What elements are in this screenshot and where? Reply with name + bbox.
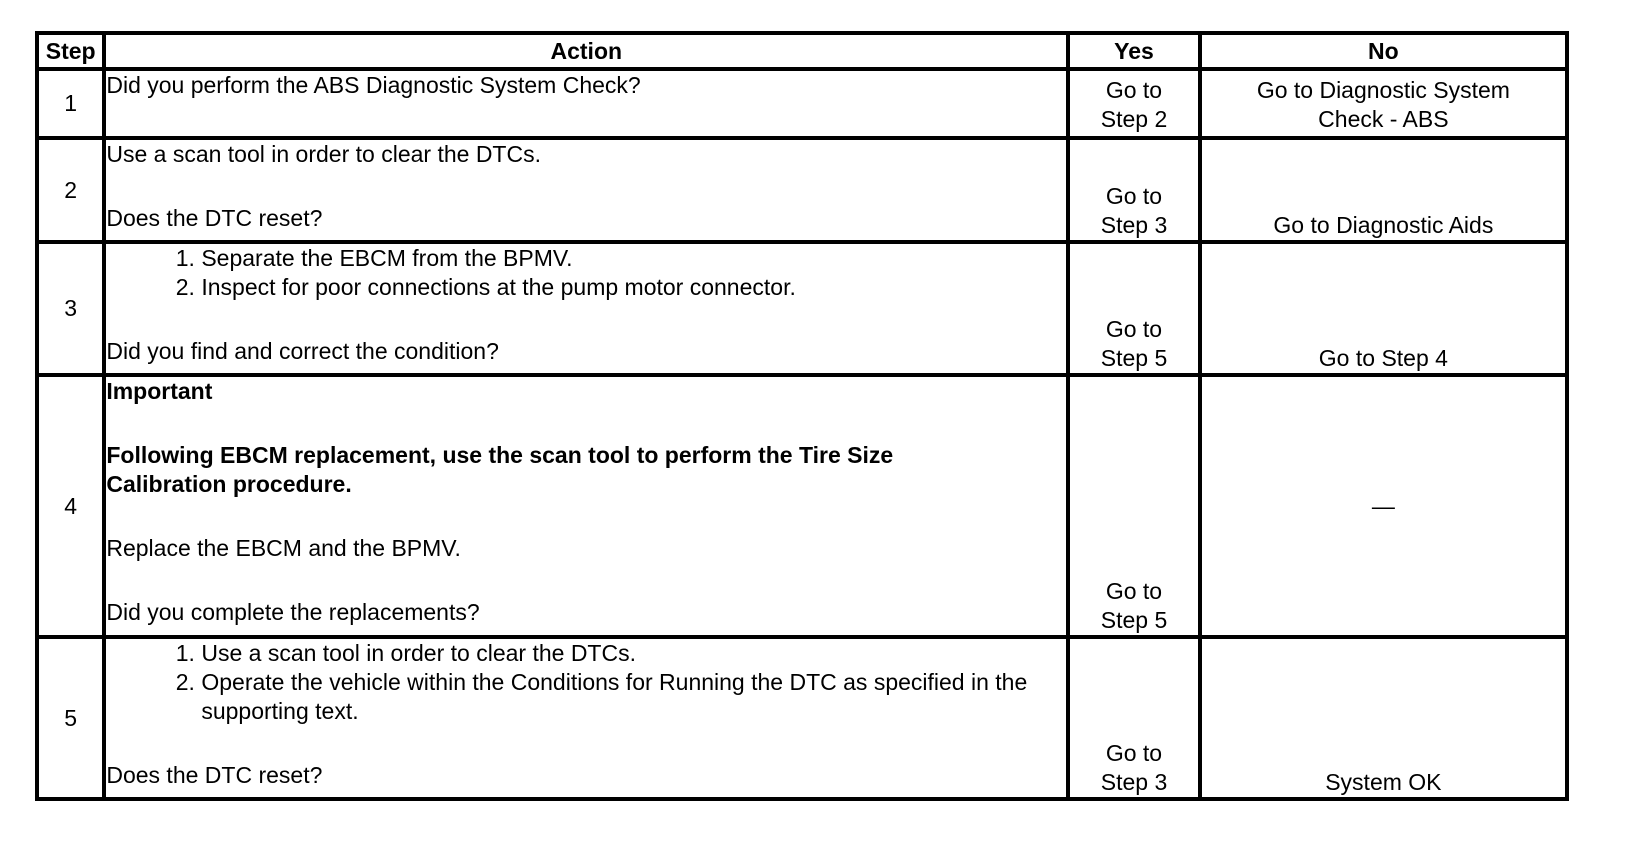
step-number: 4: [37, 375, 104, 637]
action-cell: [104, 69, 1068, 138]
yes-line-1: Go to: [1105, 316, 1163, 342]
action-question: Does the DTC reset?: [106, 205, 323, 231]
yes-cell: [1068, 637, 1200, 799]
action-question: Does the DTC reset?: [106, 762, 323, 788]
action-instruction: Replace the EBCM and the BPMV.: [106, 535, 461, 561]
action-instruction: Use a scan tool in order to clear the DTCs.: [106, 141, 541, 167]
table-row: [37, 69, 1567, 138]
table-row: [37, 637, 1567, 799]
yes-cell: [1068, 242, 1200, 375]
header-yes: Yes: [1068, 33, 1200, 69]
substep-list: [106, 244, 1066, 302]
yes-line-2: Step 3: [1100, 212, 1168, 238]
action-cell: [104, 637, 1068, 799]
important-text: Following EBCM replacement, use the scan tool to perform the Tire Size Calibration procedure.: [106, 442, 894, 497]
yes-line-2: Step 5: [1100, 607, 1168, 633]
table-row: [37, 242, 1567, 375]
table-row: [37, 138, 1567, 242]
step-number: 2: [37, 138, 104, 242]
yes-line-1: Go to: [1105, 77, 1163, 103]
yes-cell: [1068, 69, 1200, 138]
no-cell: System OK: [1200, 637, 1567, 799]
no-cell: —: [1200, 375, 1567, 637]
action-cell: [104, 138, 1068, 242]
diagnostic-table: [35, 31, 1569, 801]
action-question: Did you complete the replacements?: [106, 599, 480, 625]
substep-item: 2. Inspect for poor connections at the pump motor connector.: [201, 273, 1066, 302]
no-line-1: Go to Diagnostic System: [1256, 77, 1510, 103]
yes-line-1: Go to: [1105, 740, 1163, 766]
important-label: Important: [106, 378, 213, 404]
no-cell: [1200, 69, 1567, 138]
substep-item: 1. Separate the EBCM from the BPMV.: [201, 244, 1066, 273]
step-number: 3: [37, 242, 104, 375]
substep-item: 1. Use a scan tool in order to clear the DTCs.: [201, 639, 1066, 668]
yes-line-2: Step 3: [1100, 769, 1168, 795]
spacer: [106, 302, 1066, 337]
spacer: [106, 563, 1066, 598]
step-number: 5: [37, 637, 104, 799]
yes-line-1: Go to: [1105, 578, 1163, 604]
yes-line-1: Go to: [1105, 183, 1163, 209]
action-question: Did you perform the ABS Diagnostic System Check?: [106, 72, 641, 98]
header-no: No: [1200, 33, 1567, 69]
yes-line-2: Step 5: [1100, 345, 1168, 371]
spacer: [106, 169, 1066, 204]
substep-list: [106, 639, 1066, 726]
header-action: Action: [104, 33, 1068, 69]
step-number: 1: [37, 69, 104, 138]
header-step: Step: [37, 33, 104, 69]
yes-cell: [1068, 138, 1200, 242]
no-cell: Go to Diagnostic Aids: [1200, 138, 1567, 242]
no-cell: Go to Step 4: [1200, 242, 1567, 375]
no-line-2: Check - ABS: [1318, 106, 1449, 132]
spacer: [106, 499, 1066, 534]
action-question: Did you find and correct the condition?: [106, 338, 499, 364]
yes-line-2: Step 2: [1100, 106, 1168, 132]
action-cell: [104, 375, 1068, 637]
table-header-row: [37, 33, 1567, 69]
yes-cell: [1068, 375, 1200, 637]
spacer: [106, 406, 1066, 441]
table-row: [37, 375, 1567, 637]
substep-item: 2. Operate the vehicle within the Conditions for Running the DTC as specified in the supporting text.: [201, 668, 1066, 726]
action-cell: [104, 242, 1068, 375]
spacer: [106, 726, 1066, 761]
diagnostic-document: [35, 31, 1569, 801]
